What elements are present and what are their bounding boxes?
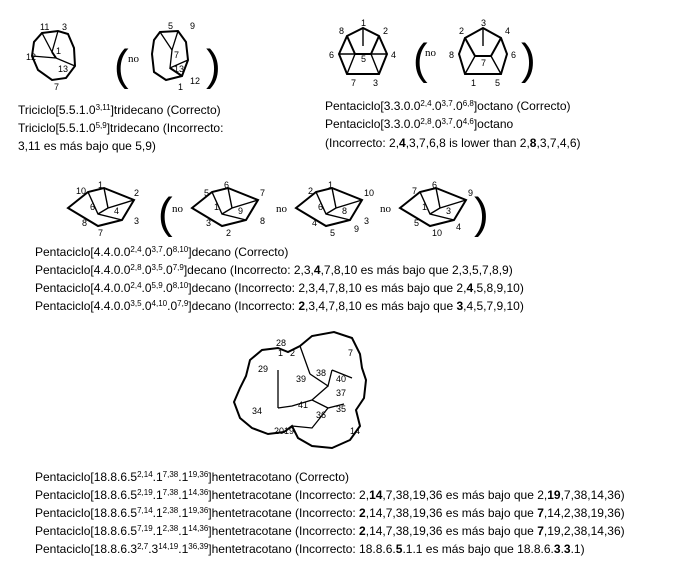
caption-text: . [560, 542, 564, 556]
superscript-locants: 7,19 [137, 524, 153, 533]
atom-label: 7 [348, 348, 354, 358]
caption-line [35, 488, 625, 502]
superscript-locants: 2,7 [137, 542, 149, 551]
bold-locant: 19 [547, 488, 561, 502]
bold-locant: 4 [466, 281, 474, 295]
atom-label: 4 [312, 218, 318, 228]
pentacyclohentetracontane-structure [212, 328, 412, 460]
caption-text: .0 [452, 117, 463, 131]
caption-text: ]hentetracotano (Correcto) [208, 470, 350, 484]
caption-text: ,7,38,19,36 es más bajo que 2, [382, 488, 548, 502]
superscript-locants: 2,4 [130, 245, 142, 254]
atom-label: 10 [364, 188, 375, 198]
separator-no: no [425, 47, 436, 59]
atom-label: 5 [168, 21, 174, 31]
caption-text: 3,11 es más bajo que 5,9) [18, 139, 156, 153]
pentacyclooctane-svg [325, 16, 535, 94]
caption-text: .1 [152, 506, 163, 520]
bold-locant: 4 [399, 136, 406, 150]
caption-text: .0 [431, 117, 442, 131]
superscript-locants: 2,14 [137, 470, 153, 479]
caption-text: ,7,8,10 es más bajo que 2,3,5,7,8,9) [320, 263, 513, 277]
close-paren: ) [521, 35, 536, 84]
atom-label: 35 [336, 404, 347, 414]
bold-locant: 14 [369, 488, 383, 502]
atom-label: 5 [414, 218, 420, 228]
separator-no: no [128, 53, 139, 65]
atom-label: 9 [238, 206, 244, 216]
atom-label: 41 [298, 400, 309, 410]
bold-locant: 3 [456, 299, 464, 313]
superscript-locants: 2,4 [420, 99, 432, 108]
caption-text: ,7,38,14,36) [560, 488, 625, 502]
atom-label: 7 [481, 58, 487, 68]
atom-label: 8 [339, 26, 345, 36]
superscript-locants: 3,7 [151, 245, 163, 254]
atom-label: 2 [459, 26, 465, 36]
atom-label: 5 [204, 188, 210, 198]
atom-label: 7 [412, 186, 418, 196]
atom-label: 8 [260, 216, 266, 226]
atom-label: 8 [82, 218, 88, 228]
caption-text: .1 [178, 506, 189, 520]
caption-line [35, 470, 349, 484]
decane-incorrect-3-drawing [400, 188, 466, 226]
caption-text: ,5,8,9,10) [473, 281, 524, 295]
atom-label: 11 [40, 22, 50, 32]
superscript-locants: 3,7 [441, 99, 453, 108]
caption-line [35, 245, 288, 259]
caption-text: Pentaciclo[18.8.6.5 [35, 488, 138, 502]
atom-label: 4 [456, 222, 462, 232]
atom-label: 39 [296, 374, 307, 384]
atom-label: 14 [350, 426, 361, 436]
caption-text: ]hentetracotane (Incorrecto: [208, 506, 360, 520]
superscript-locants: 5,9 [95, 121, 107, 130]
atom-label: 13 [174, 64, 185, 74]
atom-label: 3 [62, 22, 68, 32]
atom-label: 12 [26, 52, 37, 62]
caption-text: ,3,4,7,8,10 es más bajo que [305, 299, 457, 313]
superscript-locants: 6,8 [462, 99, 474, 108]
atom-label: 8 [449, 50, 455, 60]
superscript-locants: 4,6 [462, 117, 474, 126]
superscript-locants: 3,5 [130, 299, 142, 308]
caption-text: ]octano [473, 117, 514, 131]
caption-text: .0 [167, 299, 178, 313]
caption-text: ]hentetracotane (Incorrecto: [208, 524, 360, 538]
atom-label: 38 [316, 368, 327, 378]
atom-label: 2 [226, 228, 232, 238]
caption-text: ,4,5,7,9,10) [463, 299, 524, 313]
superscript-locants: 2,38 [162, 524, 179, 533]
caption-line [18, 121, 223, 135]
caption-line [18, 103, 221, 117]
superscript-locants: 8,10 [172, 245, 189, 254]
atom-label: 1 [214, 202, 220, 212]
atom-label: 4 [391, 50, 397, 60]
atom-label: 34 [252, 406, 263, 416]
atom-label: 10 [76, 186, 87, 196]
caption-text: .0 [141, 245, 152, 259]
pentacyclo-octane-correct-drawing [339, 28, 387, 74]
caption-line [325, 99, 571, 113]
atom-label: 4 [114, 206, 120, 216]
atom-label: 28 [276, 338, 287, 348]
decane-incorrect-2-drawing [296, 188, 362, 226]
caption-text: ]hentetracotano (Incorrecto: 18.8.6. [208, 542, 396, 556]
atom-label: 7 [260, 188, 266, 198]
atom-label: 9 [468, 188, 474, 198]
caption-text: (Incorrecto: 2, [325, 136, 400, 150]
superscript-locants: 2,8 [130, 263, 142, 272]
superscript-locants: 7,9 [177, 299, 189, 308]
atom-label: 12 [190, 76, 201, 86]
atom-label: 36 [316, 410, 327, 420]
separator-no: no [276, 203, 287, 215]
atom-label: 20 [274, 426, 285, 436]
tricyclotridecane-svg [18, 18, 228, 100]
caption-text: ,14,7,38,19,36 es más bajo que [365, 524, 538, 538]
pentacyclooctane-structures [325, 16, 535, 94]
caption-text: Pentaciclo[18.8.6.5 [35, 470, 138, 484]
caption-text: Pentaciclo[18.8.6.5 [35, 506, 138, 520]
superscript-locants: 14,36 [188, 524, 209, 533]
atom-label: 5 [495, 78, 501, 88]
caption-text: .1) [570, 542, 585, 556]
caption-line [35, 263, 513, 277]
separator-no: no [172, 203, 183, 215]
atom-label: 1 [328, 180, 334, 190]
superscript-locants: 7,14 [137, 506, 153, 515]
atom-label: 1 [98, 180, 104, 190]
atom-label: 6 [90, 202, 96, 212]
atom-label: 6 [511, 50, 517, 60]
caption-text: Triciclo[5.5.1.0 [18, 121, 96, 135]
bold-locant: 7 [537, 524, 544, 538]
pentacyclodecane-structures [62, 178, 492, 242]
caption-text: ]decano (Correcto) [188, 245, 289, 259]
atom-label: 29 [258, 364, 269, 374]
caption-text: .0 [141, 281, 152, 295]
caption-text: ]tridecano (Correcto) [110, 103, 221, 117]
bold-locant: 3 [563, 542, 571, 556]
atom-label: 3 [373, 78, 379, 88]
atom-label: 8 [342, 206, 348, 216]
superscript-locants: 7,38 [162, 488, 179, 497]
superscript-locants: 2,19 [137, 488, 153, 497]
atom-label: 2 [308, 186, 314, 196]
caption-text: Pentaciclo[4.4.0.0 [35, 263, 131, 277]
caption-text: ,14,7,38,19,36 es más bajo que [365, 506, 538, 520]
caption-line [35, 299, 524, 313]
bold-locant: 2 [298, 299, 306, 313]
superscript-locants: 19,36 [188, 506, 209, 515]
open-paren: ( [158, 189, 173, 238]
atom-label: 2 [290, 348, 296, 358]
caption-text: ]hentetracotane (Incorrecto: 2, [208, 488, 370, 502]
open-paren: ( [114, 41, 129, 90]
caption-line [325, 136, 581, 150]
atom-label: 5 [361, 54, 367, 64]
caption-text: ]decano (Incorrecto: 2,3,4,7,8,10 es más bajo que 2, [188, 281, 467, 295]
caption-text: Pentaciclo[18.8.6.5 [35, 524, 138, 538]
caption-text: ,14,2,38,19,36) [543, 506, 625, 520]
atom-label: 6 [224, 180, 230, 190]
atom-label: 6 [329, 50, 335, 60]
caption-text: .1 [152, 488, 163, 502]
atom-label: 9 [354, 224, 360, 234]
caption-text: ]decano (Incorrecto: [188, 299, 299, 313]
caption-text: .0 [431, 99, 442, 113]
atom-label: 1 [178, 82, 184, 92]
caption-text: Pentaciclo[4.4.0.0 [35, 245, 131, 259]
bold-locant: 8 [529, 136, 537, 150]
atom-label: 19 [284, 426, 295, 436]
superscript-locants: 3,7 [441, 117, 453, 126]
caption-text: .0 [141, 299, 152, 313]
caption-text: ,3,7,6,8 is lower than 2, [405, 136, 530, 150]
atom-label: 3 [481, 18, 487, 28]
decane-incorrect-1-drawing [192, 188, 258, 226]
caption-text: ]tridecano (Incorrecto: [106, 121, 224, 135]
bold-locant: 2 [359, 506, 366, 520]
atom-label: 4 [505, 26, 511, 36]
superscript-locants: 14,36 [188, 488, 209, 497]
caption-text: .0 [162, 281, 173, 295]
caption-line [325, 117, 513, 131]
superscript-locants: 7,9 [172, 263, 184, 272]
bold-locant: 4 [313, 263, 321, 277]
caption-text: .0 [452, 99, 463, 113]
atom-label: 3 [446, 206, 452, 216]
tricyclo-correct-drawing [32, 31, 75, 80]
caption-text: Pentaciclo[3.3.0.0 [325, 117, 421, 131]
superscript-locants: 3,5 [151, 263, 163, 272]
caption-text: .1 [178, 488, 189, 502]
pentacyclodecane-svg [62, 178, 492, 242]
superscript-locants: 7,38 [162, 470, 179, 479]
open-paren: ( [413, 35, 428, 84]
superscript-locants: 36,39 [188, 542, 209, 551]
caption-text: .1 [152, 470, 163, 484]
caption-text: Pentaciclo[4.4.0.0 [35, 299, 131, 313]
atom-label: 6 [432, 180, 438, 190]
superscript-locants: 8,10 [172, 281, 189, 290]
atom-label: 37 [336, 388, 347, 398]
superscript-locants: 3,11 [95, 103, 111, 112]
caption-text: Pentaciclo[3.3.0.0 [325, 99, 421, 113]
atom-label: 7 [98, 228, 104, 238]
atom-label: 10 [432, 228, 443, 238]
macrocycle-drawing [234, 332, 366, 448]
atom-label: 3 [206, 218, 212, 228]
caption-line [35, 524, 625, 538]
atom-label: 1 [422, 202, 428, 212]
superscript-locants: 2,38 [162, 506, 179, 515]
caption-text: ]decano (Incorrecto: 2,3, [183, 263, 314, 277]
caption-text: .3 [148, 542, 159, 556]
bold-locant: 2 [359, 524, 366, 538]
superscript-locants: 4,10 [151, 299, 168, 308]
caption-text: .1 [178, 542, 189, 556]
macrocycle-svg [212, 328, 412, 460]
caption-line [35, 542, 585, 556]
atom-label: 40 [336, 374, 347, 384]
atom-label: 2 [134, 188, 140, 198]
superscript-locants: 14,19 [158, 542, 179, 551]
caption-line [18, 139, 156, 153]
caption-text: Triciclo[5.5.1.0 [18, 103, 96, 117]
atom-label: 1 [278, 348, 284, 358]
caption-text: .0 [162, 263, 173, 277]
caption-text: .1 [178, 524, 189, 538]
atom-label: 7 [351, 78, 357, 88]
caption-line [35, 506, 625, 520]
atom-label: 6 [318, 202, 324, 212]
caption-text: .1 [178, 470, 189, 484]
close-paren: ) [206, 41, 221, 90]
atom-label: 13 [58, 64, 69, 74]
bold-locant: 5 [395, 542, 403, 556]
atom-label: 5 [330, 228, 336, 238]
atom-label: 7 [54, 82, 60, 92]
superscript-locants: 19,36 [188, 470, 209, 479]
atom-label: 7 [174, 50, 180, 60]
superscript-locants: 2,8 [420, 117, 432, 126]
atom-label: 3 [134, 216, 140, 226]
caption-text: .0 [141, 263, 152, 277]
separator-no: no [380, 203, 391, 215]
caption-text: ,19,2,38,14,36) [543, 524, 625, 538]
caption-text: .1.1 es más bajo que 18.8.6. [402, 542, 554, 556]
caption-text: .0 [162, 245, 173, 259]
bold-locant: 3 [553, 542, 561, 556]
superscript-locants: 5,9 [151, 281, 163, 290]
caption-line [35, 281, 524, 295]
atom-label: 1 [361, 18, 367, 28]
caption-text: Pentaciclo[18.8.6.3 [35, 542, 138, 556]
caption-text: ]octano (Correcto) [473, 99, 571, 113]
atom-label: 2 [383, 26, 389, 36]
tricyclotridecane-structures [18, 18, 228, 100]
atom-label: 3 [364, 216, 370, 226]
atom-label: 9 [190, 21, 196, 31]
atom-label: 1 [56, 46, 62, 56]
bold-locant: 7 [537, 506, 544, 520]
caption-text: .1 [152, 524, 163, 538]
close-paren: ) [474, 189, 489, 238]
caption-text: Pentaciclo[4.4.0.0 [35, 281, 131, 295]
caption-text: ,3,7,4,6) [536, 136, 581, 150]
superscript-locants: 2,4 [130, 281, 142, 290]
atom-label: 1 [471, 78, 477, 88]
